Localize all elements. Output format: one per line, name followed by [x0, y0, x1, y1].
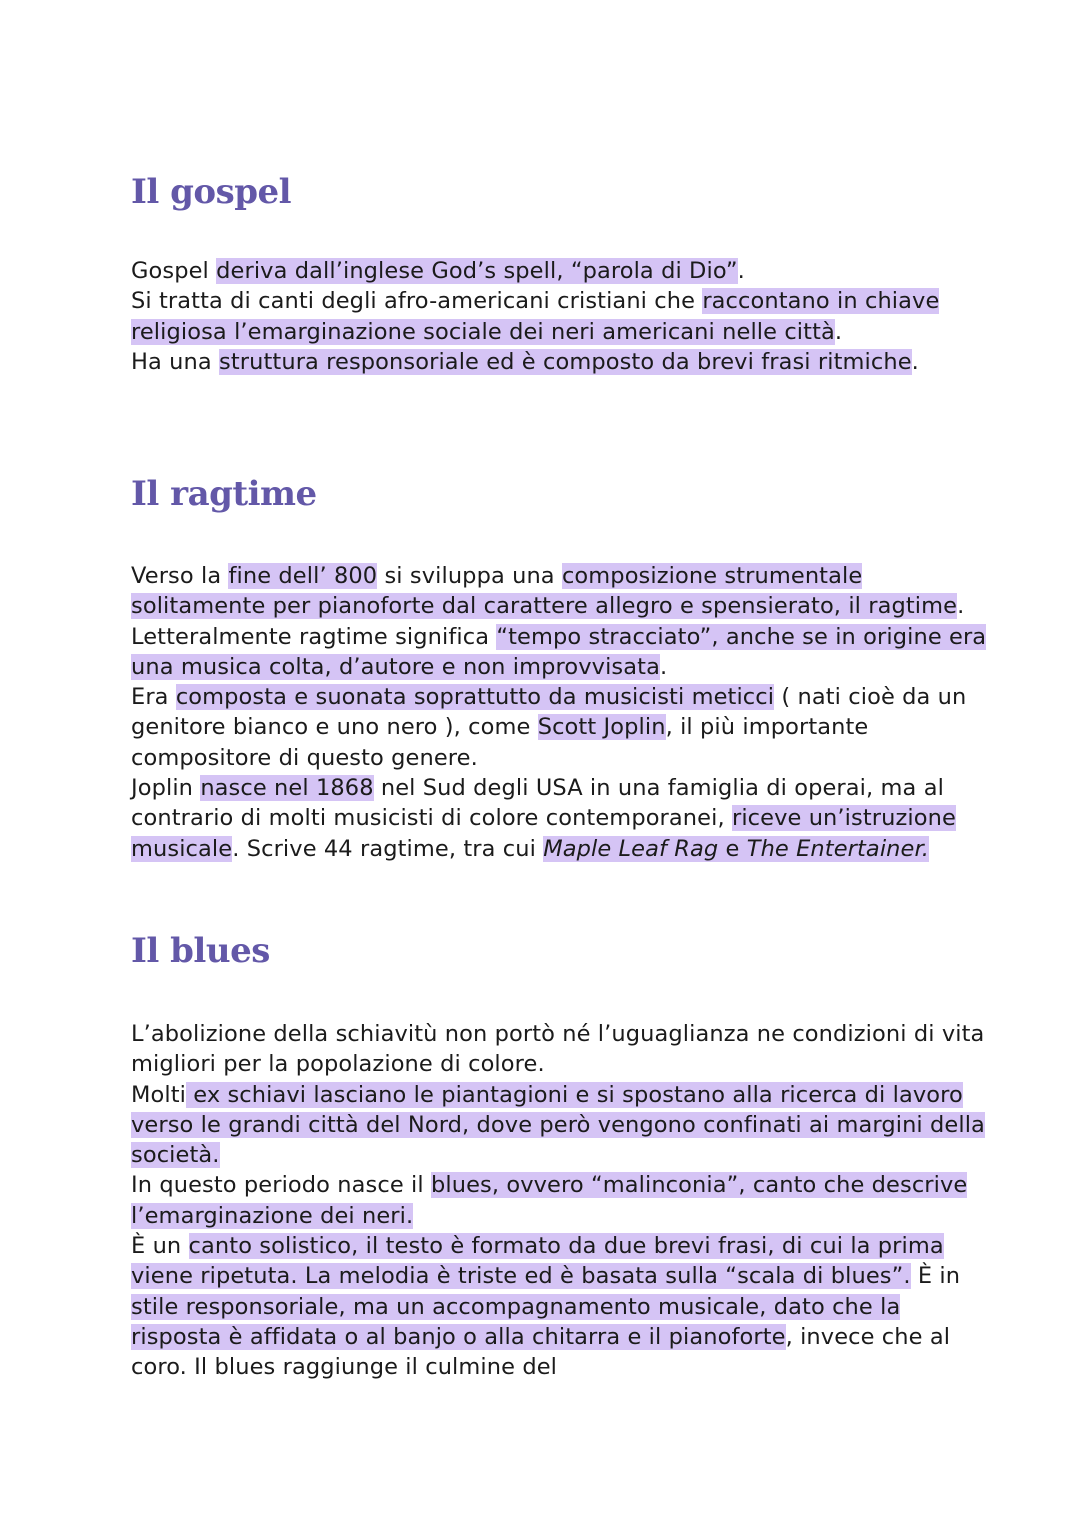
text-run: Ha una	[131, 348, 220, 375]
highlighted-text: The Entertainer.	[746, 835, 930, 862]
text-run: Si tratta di canti degli afro-americani cristiani che	[131, 288, 703, 315]
paragraph	[131, 561, 991, 682]
text-run: È un	[131, 1233, 189, 1260]
paragraph	[131, 256, 991, 286]
paragraph	[131, 773, 991, 864]
highlighted-text: deriva dall’inglese God’s spell, “parola di Dio”	[216, 258, 738, 284]
highlighted-text: Scott Joplin	[537, 714, 666, 741]
highlighted-text: riceve un’istruzione musicale	[131, 805, 956, 862]
section-body-gospel	[131, 256, 991, 377]
paragraph	[131, 1170, 991, 1231]
highlighted-text: composta e suonata soprattutto da musicisti meticci	[175, 684, 775, 711]
paragraph	[131, 286, 991, 347]
paragraph	[131, 1231, 991, 1382]
highlighted-text: blues, ovvero “malinconia”, canto che descrive l’emarginazione dei neri.	[131, 1172, 968, 1229]
text-run: Verso la	[131, 563, 229, 589]
highlighted-text: ex schiavi lasciano le piantagioni e si spostano alla ricerca di lavoro verso le grandi città del Nord, dove però vengono confinati ai margini della società.	[131, 1081, 985, 1169]
text-run: .	[834, 318, 843, 345]
highlighted-text: fine dell’ 800	[228, 563, 378, 589]
section-title-ragtime: Il ragtime	[131, 474, 317, 514]
highlighted-text: “tempo stracciato”, anche se in origine era una musica colta, d’autore e non improvvisata	[131, 623, 987, 680]
text-run: L’abolizione della schiavitù non portò né l’uguaglianza ne condizioni di vita migliori per la popolazione di colore.	[131, 1021, 985, 1078]
text-run: si sviluppa una	[377, 563, 562, 589]
text-run: In questo periodo nasce il	[131, 1172, 431, 1199]
text-run: Gospel	[131, 258, 217, 284]
text-run: nel Sud degli USA in una famiglia di operai, ma al contrario di molti musicisti di colore contemporanei,	[131, 775, 944, 832]
text-run: .	[911, 348, 919, 375]
paragraph	[131, 1019, 991, 1080]
text-run: , il più importante compositore di questo genere.	[131, 714, 869, 771]
text-run: , invece che al coro. Il blues raggiunge il culmine del	[131, 1323, 951, 1381]
section-body-ragtime	[131, 561, 991, 864]
highlighted-text: struttura responsoriale ed è composto da brevi frasi ritmiche	[219, 348, 912, 375]
highlighted-text: stile responsoriale, ma un accompagnamento musicale, dato che la risposta è affidata o al banjo o alla chitarra e il pianoforte	[131, 1293, 901, 1350]
paragraph	[131, 682, 991, 773]
highlighted-text: Maple Leaf Rag	[543, 835, 719, 862]
text-run: . Scrive 44 ragtime, tra cui	[232, 835, 544, 862]
text-run: È in	[910, 1263, 961, 1290]
text-run: . Letteralmente ragtime significa	[131, 593, 965, 650]
section-body-blues	[131, 1019, 991, 1383]
highlighted-text: canto solistico, il testo è formato da due brevi frasi, di cui la prima viene ripetuta. La melodia è triste ed è basata sulla “scala di blues”.	[131, 1233, 944, 1290]
highlighted-text: composizione strumentale solitamente per pianoforte dal carattere allegro e spensierato, il ragtime	[131, 563, 958, 620]
section-title-blues: Il blues	[131, 931, 270, 971]
highlighted-text: raccontano in chiave religiosa l’emarginazione sociale dei neri americani nelle città	[131, 288, 940, 345]
text-run: Joplin	[131, 775, 201, 802]
paragraph	[131, 1080, 991, 1171]
highlighted-text: nasce nel 1868	[200, 775, 374, 802]
section-title-gospel: Il gospel	[131, 172, 292, 212]
text-run: .	[659, 653, 668, 680]
text-run: Molti	[131, 1081, 187, 1108]
text-run: Era	[131, 684, 176, 711]
highlighted-text: e	[718, 835, 747, 862]
paragraph	[131, 347, 991, 377]
text-run: ( nati cioè da un genitore bianco e uno nero ), come	[131, 684, 967, 741]
text-run: .	[737, 258, 745, 284]
